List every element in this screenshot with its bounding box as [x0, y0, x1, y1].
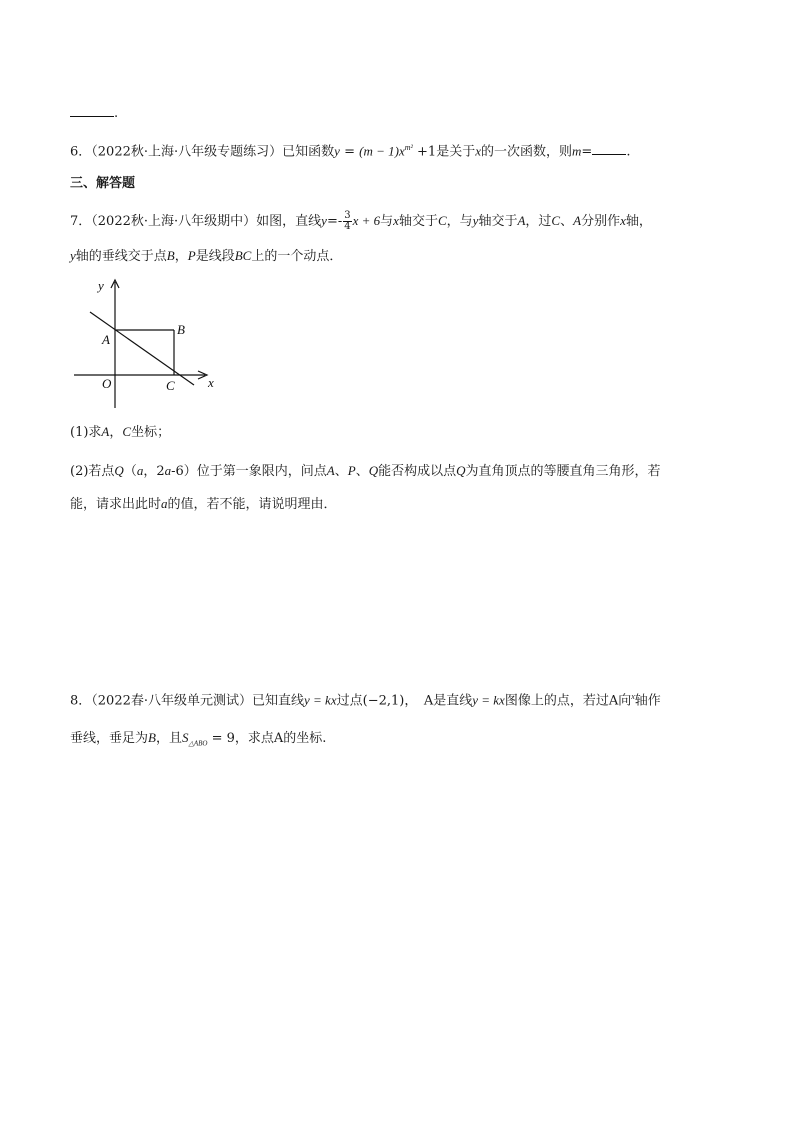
- label-C: C: [166, 378, 175, 393]
- previous-answer-line: .: [70, 104, 118, 124]
- question-source: （2022春·八年级单元测试）: [91, 693, 252, 709]
- section-heading: 三、解答题: [70, 176, 136, 191]
- question-7-part-1: (1)求A，C坐标；: [70, 424, 171, 440]
- label-x: x: [208, 375, 214, 390]
- coordinate-figure: [70, 278, 230, 413]
- question-source: （2022秋·上海·八年级专题练习）: [91, 144, 283, 160]
- question-7: 7．（2022秋·上海·八年级期中）如图，直线y=- $\frac{3}{4}$ x + 6与x轴交于C，与y轴交于A，过C、A分别作x轴，: [70, 210, 652, 232]
- question-7-part-2-line-2: 能，请求出此时a的值，若不能，请说明理由．: [70, 496, 337, 512]
- label-O: O: [102, 376, 112, 391]
- question-8-line-2: 垂线，垂足为B，且$S_{\triangle ABO} = 9$，求点A的坐标.: [70, 730, 327, 748]
- label-B: B: [177, 322, 185, 337]
- label-A: A: [102, 332, 110, 347]
- answer-blank: [70, 104, 114, 117]
- question-source: （2022秋·上海·八年级期中）: [91, 214, 257, 229]
- question-7-part-2: (2)若点Q（a，2a-6）位于第一象限内，问点A、P、Q能否构成以点Q为直角顶点的等腰直角三角形，若: [70, 463, 661, 479]
- fraction: $\frac{3}{4}$: [344, 210, 351, 232]
- label-y: y: [98, 278, 104, 293]
- question-6: 6．（2022秋·上海·八年级专题练习）已知函数$y = (m - 1)x^{m^2} +1$是关于x的一次函数，则m= .: [70, 143, 631, 160]
- answer-blank: [592, 142, 626, 155]
- question-8: 8．（2022春·八年级单元测试）已知直线y = kx过点(−2,1)， A是直线y = kx图像上的点，若过A向$^x$轴作: [70, 692, 661, 709]
- question-7-line-2: y轴的垂线交于点B，P是线段BC上的一个动点．: [70, 248, 343, 264]
